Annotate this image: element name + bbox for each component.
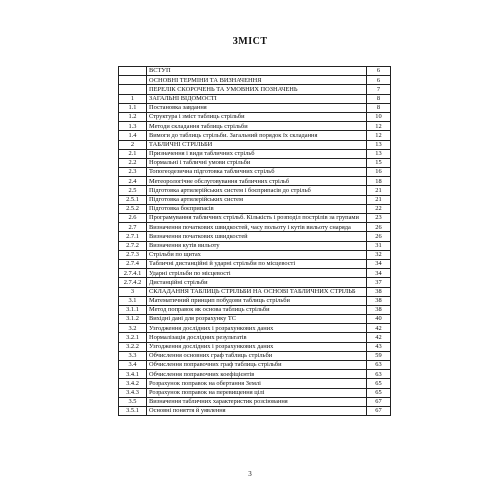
toc-page-number: 13 (367, 149, 391, 158)
toc-section-title: Вимоги до таблиць стрільби. Загальний порядок їх складання (147, 131, 367, 140)
toc-row (119, 406, 391, 415)
toc-row (119, 76, 391, 85)
toc-row (119, 186, 391, 195)
toc-page-number: 37 (367, 278, 391, 287)
toc-section-number: 3.2.1 (119, 333, 147, 342)
toc-row (119, 361, 391, 370)
toc-section-title: Структура і зміст таблиць стрільби (147, 112, 367, 121)
toc-row (119, 351, 391, 360)
toc-section-title: Стрільби по щитах (147, 250, 367, 259)
toc-section-title: Постановка завдання (147, 103, 367, 112)
toc-row (119, 177, 391, 186)
toc-page-number: 12 (367, 122, 391, 131)
toc-row (119, 269, 391, 278)
page-number: 3 (248, 470, 252, 478)
toc-page-number: 34 (367, 259, 391, 268)
toc-page-number: 59 (367, 351, 391, 360)
toc-page-number: 7 (367, 85, 391, 94)
toc-page-number: 21 (367, 186, 391, 195)
toc-row (119, 232, 391, 241)
toc-page-number: 67 (367, 406, 391, 415)
toc-row (119, 342, 391, 351)
toc-page-number: 43 (367, 342, 391, 351)
toc-section-title: Основні поняття й уявлення (147, 406, 367, 415)
toc-row (119, 122, 391, 131)
toc-section-number: 3.2.2 (119, 342, 147, 351)
toc-section-number (119, 76, 147, 85)
toc-page-number: 23 (367, 214, 391, 223)
toc-section-title: Табличні дистанційні й ударні стрільби по місцевості (147, 259, 367, 268)
toc-section-number (119, 67, 147, 76)
toc-page-number: 6 (367, 76, 391, 85)
toc-row (119, 158, 391, 167)
toc-row (119, 195, 391, 204)
toc-section-number: 1 (119, 94, 147, 103)
toc-section-title: Призначення і види табличних стрільб (147, 149, 367, 158)
toc-row (119, 168, 391, 177)
toc-row (119, 131, 391, 140)
toc-section-title: ПЕРЕЛІК СКОРОЧЕНЬ ТА УМОВНИХ ПОЗНАЧЕНЬ (147, 85, 367, 94)
toc-row (119, 259, 391, 268)
toc-section-number: 2.2 (119, 158, 147, 167)
toc-row (119, 204, 391, 213)
table-of-contents (118, 66, 391, 416)
toc-row (119, 103, 391, 112)
toc-section-title: Топогеодезична підготовка табличних стрільб (147, 168, 367, 177)
toc-section-number: 1.3 (119, 122, 147, 131)
toc-section-number: 1.4 (119, 131, 147, 140)
toc-row (119, 250, 391, 259)
toc-row (119, 388, 391, 397)
toc-row (119, 67, 391, 76)
toc-section-number: 3.5.1 (119, 406, 147, 415)
toc-body (119, 67, 391, 416)
toc-section-number: 3.4.2 (119, 379, 147, 388)
toc-page-number: 6 (367, 67, 391, 76)
toc-section-number: 2.7.4.2 (119, 278, 147, 287)
toc-row (119, 278, 391, 287)
toc-section-title: Метеорологічне обслуговування табличних стрільб (147, 177, 367, 186)
toc-row (119, 379, 391, 388)
toc-row (119, 94, 391, 103)
toc-section-title: Нормальні і табличні умови стрільби (147, 158, 367, 167)
toc-section-title: ВСТУП (147, 67, 367, 76)
toc-page-number: 65 (367, 379, 391, 388)
toc-page-number: 42 (367, 333, 391, 342)
toc-row (119, 296, 391, 305)
toc-page-number: 63 (367, 370, 391, 379)
toc-section-title: Узгодження дослідних і розрахункових даних (147, 324, 367, 333)
toc-section-title: Визначення табличних характеристик розсіювання (147, 397, 367, 406)
toc-section-title: Визначення кутів вильоту (147, 241, 367, 250)
toc-section-title: Узгодження дослідних і розрахункових даних (147, 342, 367, 351)
toc-page-number: 65 (367, 388, 391, 397)
toc-row (119, 112, 391, 121)
toc-section-number: 3 (119, 287, 147, 296)
toc-row (119, 223, 391, 232)
toc-row (119, 241, 391, 250)
toc-page-number: 26 (367, 223, 391, 232)
toc-section-title: Розрахунок поправок на перевищення цілі (147, 388, 367, 397)
toc-row (119, 370, 391, 379)
toc-page-number: 8 (367, 103, 391, 112)
toc-page-number: 18 (367, 177, 391, 186)
toc-section-title: СКЛАДАННЯ ТАБЛИЦЬ СТРІЛЬБИ НА ОСНОВІ ТАБЛИЧНИХ СТРІЛЬБ (147, 287, 367, 296)
toc-section-number: 2.7.2 (119, 241, 147, 250)
toc-page-number: 38 (367, 305, 391, 314)
toc-section-title: Підготовка боєприпасів (147, 204, 367, 213)
toc-section-title: Програмування табличних стрільб. Кількість і розподіл пострілів за групами (147, 214, 367, 223)
toc-page-number: 38 (367, 287, 391, 296)
toc-page-number: 12 (367, 131, 391, 140)
toc-section-number: 2.1 (119, 149, 147, 158)
toc-section-number: 2.3 (119, 168, 147, 177)
toc-page-number: 10 (367, 112, 391, 121)
toc-section-number: 1.1 (119, 103, 147, 112)
toc-section-number: 3.1.1 (119, 305, 147, 314)
toc-section-title: Математичний принцип побудови таблиць стрільби (147, 296, 367, 305)
toc-section-number: 3.1 (119, 296, 147, 305)
toc-row (119, 287, 391, 296)
toc-page-number: 22 (367, 204, 391, 213)
toc-section-number: 2.5.2 (119, 204, 147, 213)
toc-section-number: 1.2 (119, 112, 147, 121)
toc-section-title: ОСНОВНІ ТЕРМІНИ ТА ВИЗНАЧЕННЯ (147, 76, 367, 85)
toc-section-number: 2.7.3 (119, 250, 147, 259)
toc-row (119, 85, 391, 94)
toc-section-number: 3.3 (119, 351, 147, 360)
toc-page-number: 21 (367, 195, 391, 204)
toc-section-number: 2.5 (119, 186, 147, 195)
toc-section-title: Визначення початкових швидкостей (147, 232, 367, 241)
toc-section-number: 3.5 (119, 397, 147, 406)
toc-section-number (119, 85, 147, 94)
toc-section-title: Метод поправок як основа таблиць стрільби (147, 305, 367, 314)
toc-section-number: 2.5.1 (119, 195, 147, 204)
toc-section-title: Обчислення поправочних граф таблиць стрільби (147, 361, 367, 370)
toc-page-number: 8 (367, 94, 391, 103)
toc-section-number: 2.7.1 (119, 232, 147, 241)
toc-page-number: 15 (367, 158, 391, 167)
toc-section-number: 3.4.3 (119, 388, 147, 397)
toc-section-title: Підготовка артилерійських систем (147, 195, 367, 204)
toc-section-title: Вихідні дані для розрахунку ТС (147, 315, 367, 324)
page-title: ЗМІСТ (232, 36, 268, 47)
toc-section-title: Обчислення поправочних коефіцієнтів (147, 370, 367, 379)
toc-section-title: ЗАГАЛЬНІ ВІДОМОСТІ (147, 94, 367, 103)
toc-section-number: 3.4.1 (119, 370, 147, 379)
toc-page-number: 32 (367, 250, 391, 259)
toc-section-number: 2.7.4.1 (119, 269, 147, 278)
toc-page-number: 31 (367, 241, 391, 250)
toc-section-number: 2.6 (119, 214, 147, 223)
toc-row (119, 397, 391, 406)
toc-section-number: 3.2 (119, 324, 147, 333)
toc-section-number: 2.4 (119, 177, 147, 186)
toc-page-number: 38 (367, 296, 391, 305)
toc-row (119, 324, 391, 333)
toc-section-title: Нормалізація дослідних результатів (147, 333, 367, 342)
toc-page-number: 63 (367, 361, 391, 370)
toc-page-number: 67 (367, 397, 391, 406)
toc-section-number: 2.7 (119, 223, 147, 232)
toc-section-number: 3.4 (119, 361, 147, 370)
toc-page-number: 34 (367, 269, 391, 278)
toc-section-title: Підготовка артилерійських систем і боєприпасів до стрільб (147, 186, 367, 195)
toc-row (119, 214, 391, 223)
toc-page-number: 26 (367, 232, 391, 241)
toc-section-number: 2 (119, 140, 147, 149)
toc-row (119, 140, 391, 149)
toc-section-title: Визначення початкових швидкостей, часу польоту і кутів вильоту снаряда (147, 223, 367, 232)
toc-page-number: 42 (367, 324, 391, 333)
toc-page-number: 40 (367, 315, 391, 324)
toc-section-number: 3.1.2 (119, 315, 147, 324)
toc-row (119, 305, 391, 314)
toc-section-title: Дистанційні стрільби (147, 278, 367, 287)
toc-section-number: 2.7.4 (119, 259, 147, 268)
toc-row (119, 149, 391, 158)
toc-section-title: Методи складання таблиць стрільби (147, 122, 367, 131)
toc-section-title: Обчислення основних граф таблиць стрільби (147, 351, 367, 360)
toc-page-number: 13 (367, 140, 391, 149)
toc-row (119, 333, 391, 342)
toc-section-title: Ударні стрільби по місцевості (147, 269, 367, 278)
toc-row (119, 315, 391, 324)
toc-section-title: ТАБЛИЧНІ СТРІЛЬБИ (147, 140, 367, 149)
toc-section-title: Розрахунок поправок на обертання Землі (147, 379, 367, 388)
toc-page-number: 16 (367, 168, 391, 177)
